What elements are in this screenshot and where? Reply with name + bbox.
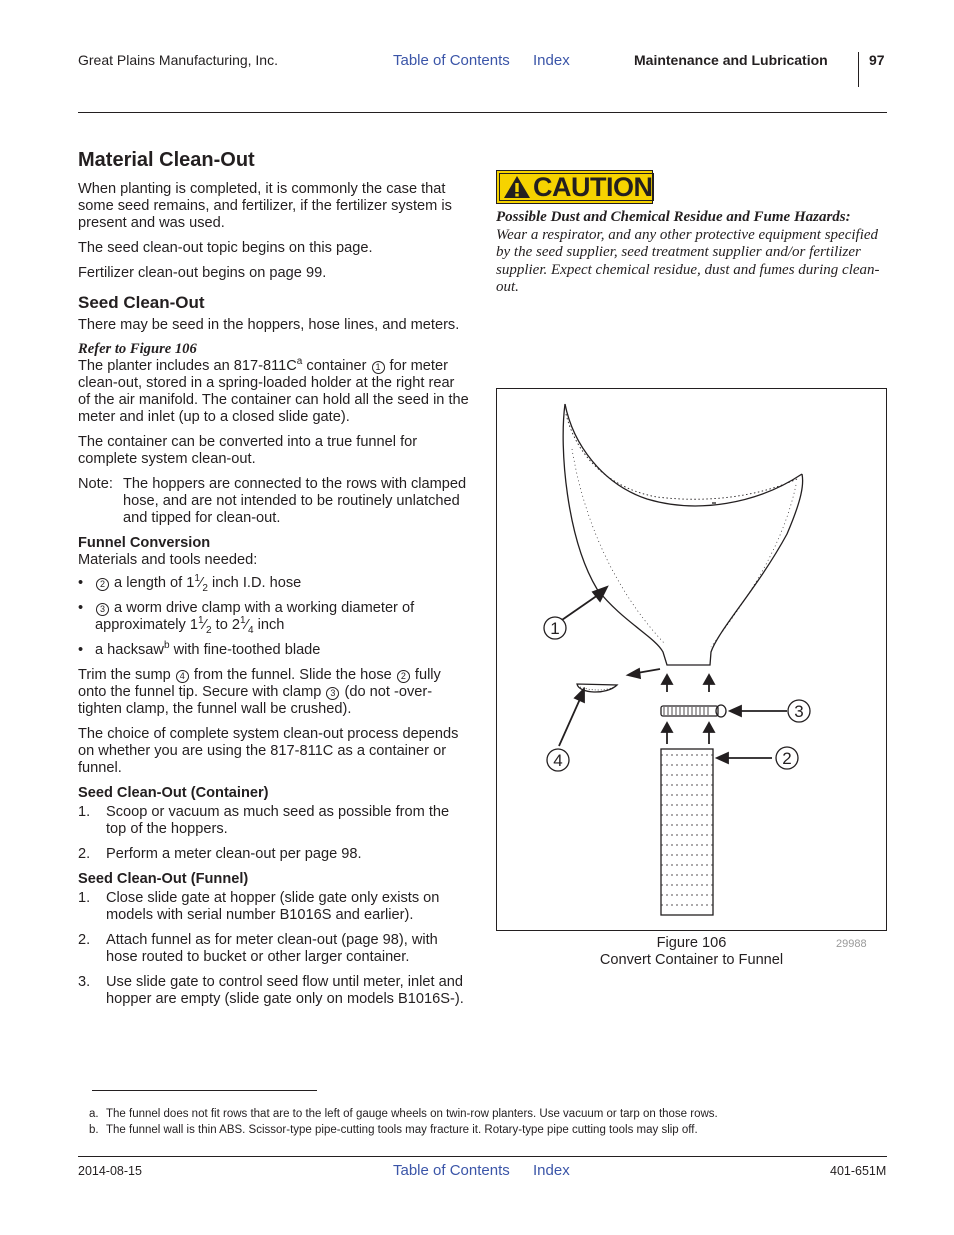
figure-callout-3: 3: [794, 702, 804, 721]
footer-index-link[interactable]: Index: [533, 1162, 570, 1179]
intro-paragraph-3: Fertilizer clean-out begins on page 99.: [78, 265, 327, 281]
seed-intro: There may be seed in the hoppers, hose lines, and meters.: [78, 317, 460, 333]
warning-triangle-icon: [503, 175, 531, 199]
planter-paragraph: The planter includes an $817-811C^a$ container 1 for meter clean-out, stored in a spring-loaded holder at the right rear of the air manifold. The container can hold all the seed in the meter and inlet (up to a closed slide gate).: [78, 356, 469, 425]
convert-paragraph: The container can be converted into a true funnel for complete system clean-out.: [78, 434, 418, 467]
funnel-steps-heading: Seed Clean-Out (Funnel): [78, 871, 249, 887]
intro-paragraph-2: The seed clean-out topic begins on this page.: [78, 240, 373, 256]
caution-label: [496, 170, 653, 204]
refer-figure: Refer to Figure 106: [78, 341, 197, 357]
choice-paragraph: The choice of complete system clean-out process depends on whether you are using the 817-811C as a container or funnel.: [78, 726, 459, 776]
callout-1-icon: 1: [372, 361, 385, 374]
figure-caption-title: Convert Container to Funnel: [599, 952, 784, 968]
header-page-number: 97: [869, 52, 885, 68]
header-index-link[interactable]: Index: [533, 52, 570, 69]
hazard-text: Wear a respirator, and any other protective equipment specified by the seed supplier, seed treatment supplier and/or fertilizer supplier. Expect chemical residue, dust and fumes during clean-out.: [496, 226, 880, 295]
footer-doc-number: 401-651M: [830, 1164, 887, 1178]
figure-callout-4: 4: [553, 751, 563, 770]
callout-3-icon: 3: [326, 687, 339, 700]
container-steps: [78, 804, 470, 863]
main-column: [78, 149, 470, 1016]
footnotes: [89, 1107, 718, 1138]
header-section: Maintenance and Lubrication: [634, 52, 828, 68]
figure-callout-1: 1: [550, 619, 560, 638]
footer-rule: [78, 1156, 887, 1157]
callout-2-icon: 2: [397, 670, 410, 683]
list-item: 2. Perform a meter clean-out per page 98.: [78, 846, 362, 862]
list-item: • 3 a worm drive clamp with a working diameter of approximately $1^1⁄_2$ to $2^1⁄_4$ inch: [78, 600, 470, 634]
note-label: Note:: [78, 476, 113, 492]
footer-toc-link[interactable]: Table of Contents: [393, 1162, 510, 1179]
list-item: 1. Scoop or vacuum as much seed as possible from the top of the hoppers.: [78, 804, 450, 837]
header-company: Great Plains Manufacturing, Inc.: [78, 52, 278, 68]
materials-list: [78, 575, 470, 659]
list-item: • 2 a length of $1^1⁄_2$ inch I.D. hose: [78, 575, 470, 592]
callout-4-icon: 4: [176, 670, 189, 683]
funnel-steps: [78, 890, 470, 1008]
intro-paragraph-1: When planting is completed, it is commonly the case that some seed remains, and fertilizer, if the fertilizer system is present and was used.: [78, 181, 452, 231]
note-text: The hoppers are connected to the rows with clamped hose, and are not intended to be routinely unlatched and tipped for clean-out.: [123, 476, 467, 526]
container-heading: Seed Clean-Out (Container): [78, 785, 269, 801]
hazard-message: [496, 209, 888, 297]
trim-paragraph: Trim the sump 4 from the funnel. Slide the hose 2 fully onto the funnel tip. Secure with clamp 3 (do not -over-tighten clamp, the funnel wall be crushed).: [78, 667, 441, 717]
footnote-rule: [92, 1090, 317, 1091]
list-item: 2. Attach funnel as for meter clean-out (page 98), with hose routed to bucket or other larger container.: [78, 932, 438, 965]
note: [78, 476, 470, 527]
callout-2-icon: 2: [96, 578, 109, 591]
header-toc-link[interactable]: Table of Contents: [393, 52, 510, 69]
footnote-a: a. The funnel does not fit rows that are to the left of gauge wheels on twin-row planters. Use vacuum or tarp on those rows.: [89, 1108, 718, 1120]
materials-text: Materials and tools needed:: [78, 552, 258, 568]
list-item: 3. Use slide gate to control seed flow until meter, inlet and hopper are empty (slide gate only on models B1016S-).: [78, 974, 464, 1007]
funnel-illustration: [497, 389, 886, 930]
figure-callout-2: 2: [782, 749, 792, 768]
hazard-title: Possible Dust and Chemical Residue and Fume Hazards:: [496, 209, 851, 225]
page-title: Material Clean-Out: [78, 149, 255, 171]
header-divider: [858, 52, 859, 87]
list-item: 1. Close slide gate at hopper (slide gate only exists on models with serial number B1016S and earlier).: [78, 890, 440, 923]
figure-caption-number: Figure 106: [656, 935, 727, 951]
callout-3-icon: 3: [96, 603, 109, 616]
header-rule: [78, 112, 887, 113]
footnote-ref-a[interactable]: a: [296, 356, 303, 368]
figure-frame: [496, 388, 887, 931]
figure-caption: [496, 935, 887, 969]
funnel-conversion-heading: Funnel Conversion: [78, 535, 211, 551]
footnote-ref-b[interactable]: b: [163, 640, 170, 652]
list-item: • a hacksaw$^b$ with fine-toothed blade: [78, 642, 470, 659]
caution-text: CAUTION: [533, 172, 653, 202]
footer-date: 2014-08-15: [78, 1164, 142, 1178]
footnote-b: b. The funnel wall is thin ABS. Scissor-type pipe-cutting tools may fracture it. Rotary-type pipe cutting tools may slip off.: [89, 1123, 698, 1136]
seed-clean-out-heading: Seed Clean-Out: [78, 293, 205, 312]
figure-number: 29988: [836, 938, 867, 950]
